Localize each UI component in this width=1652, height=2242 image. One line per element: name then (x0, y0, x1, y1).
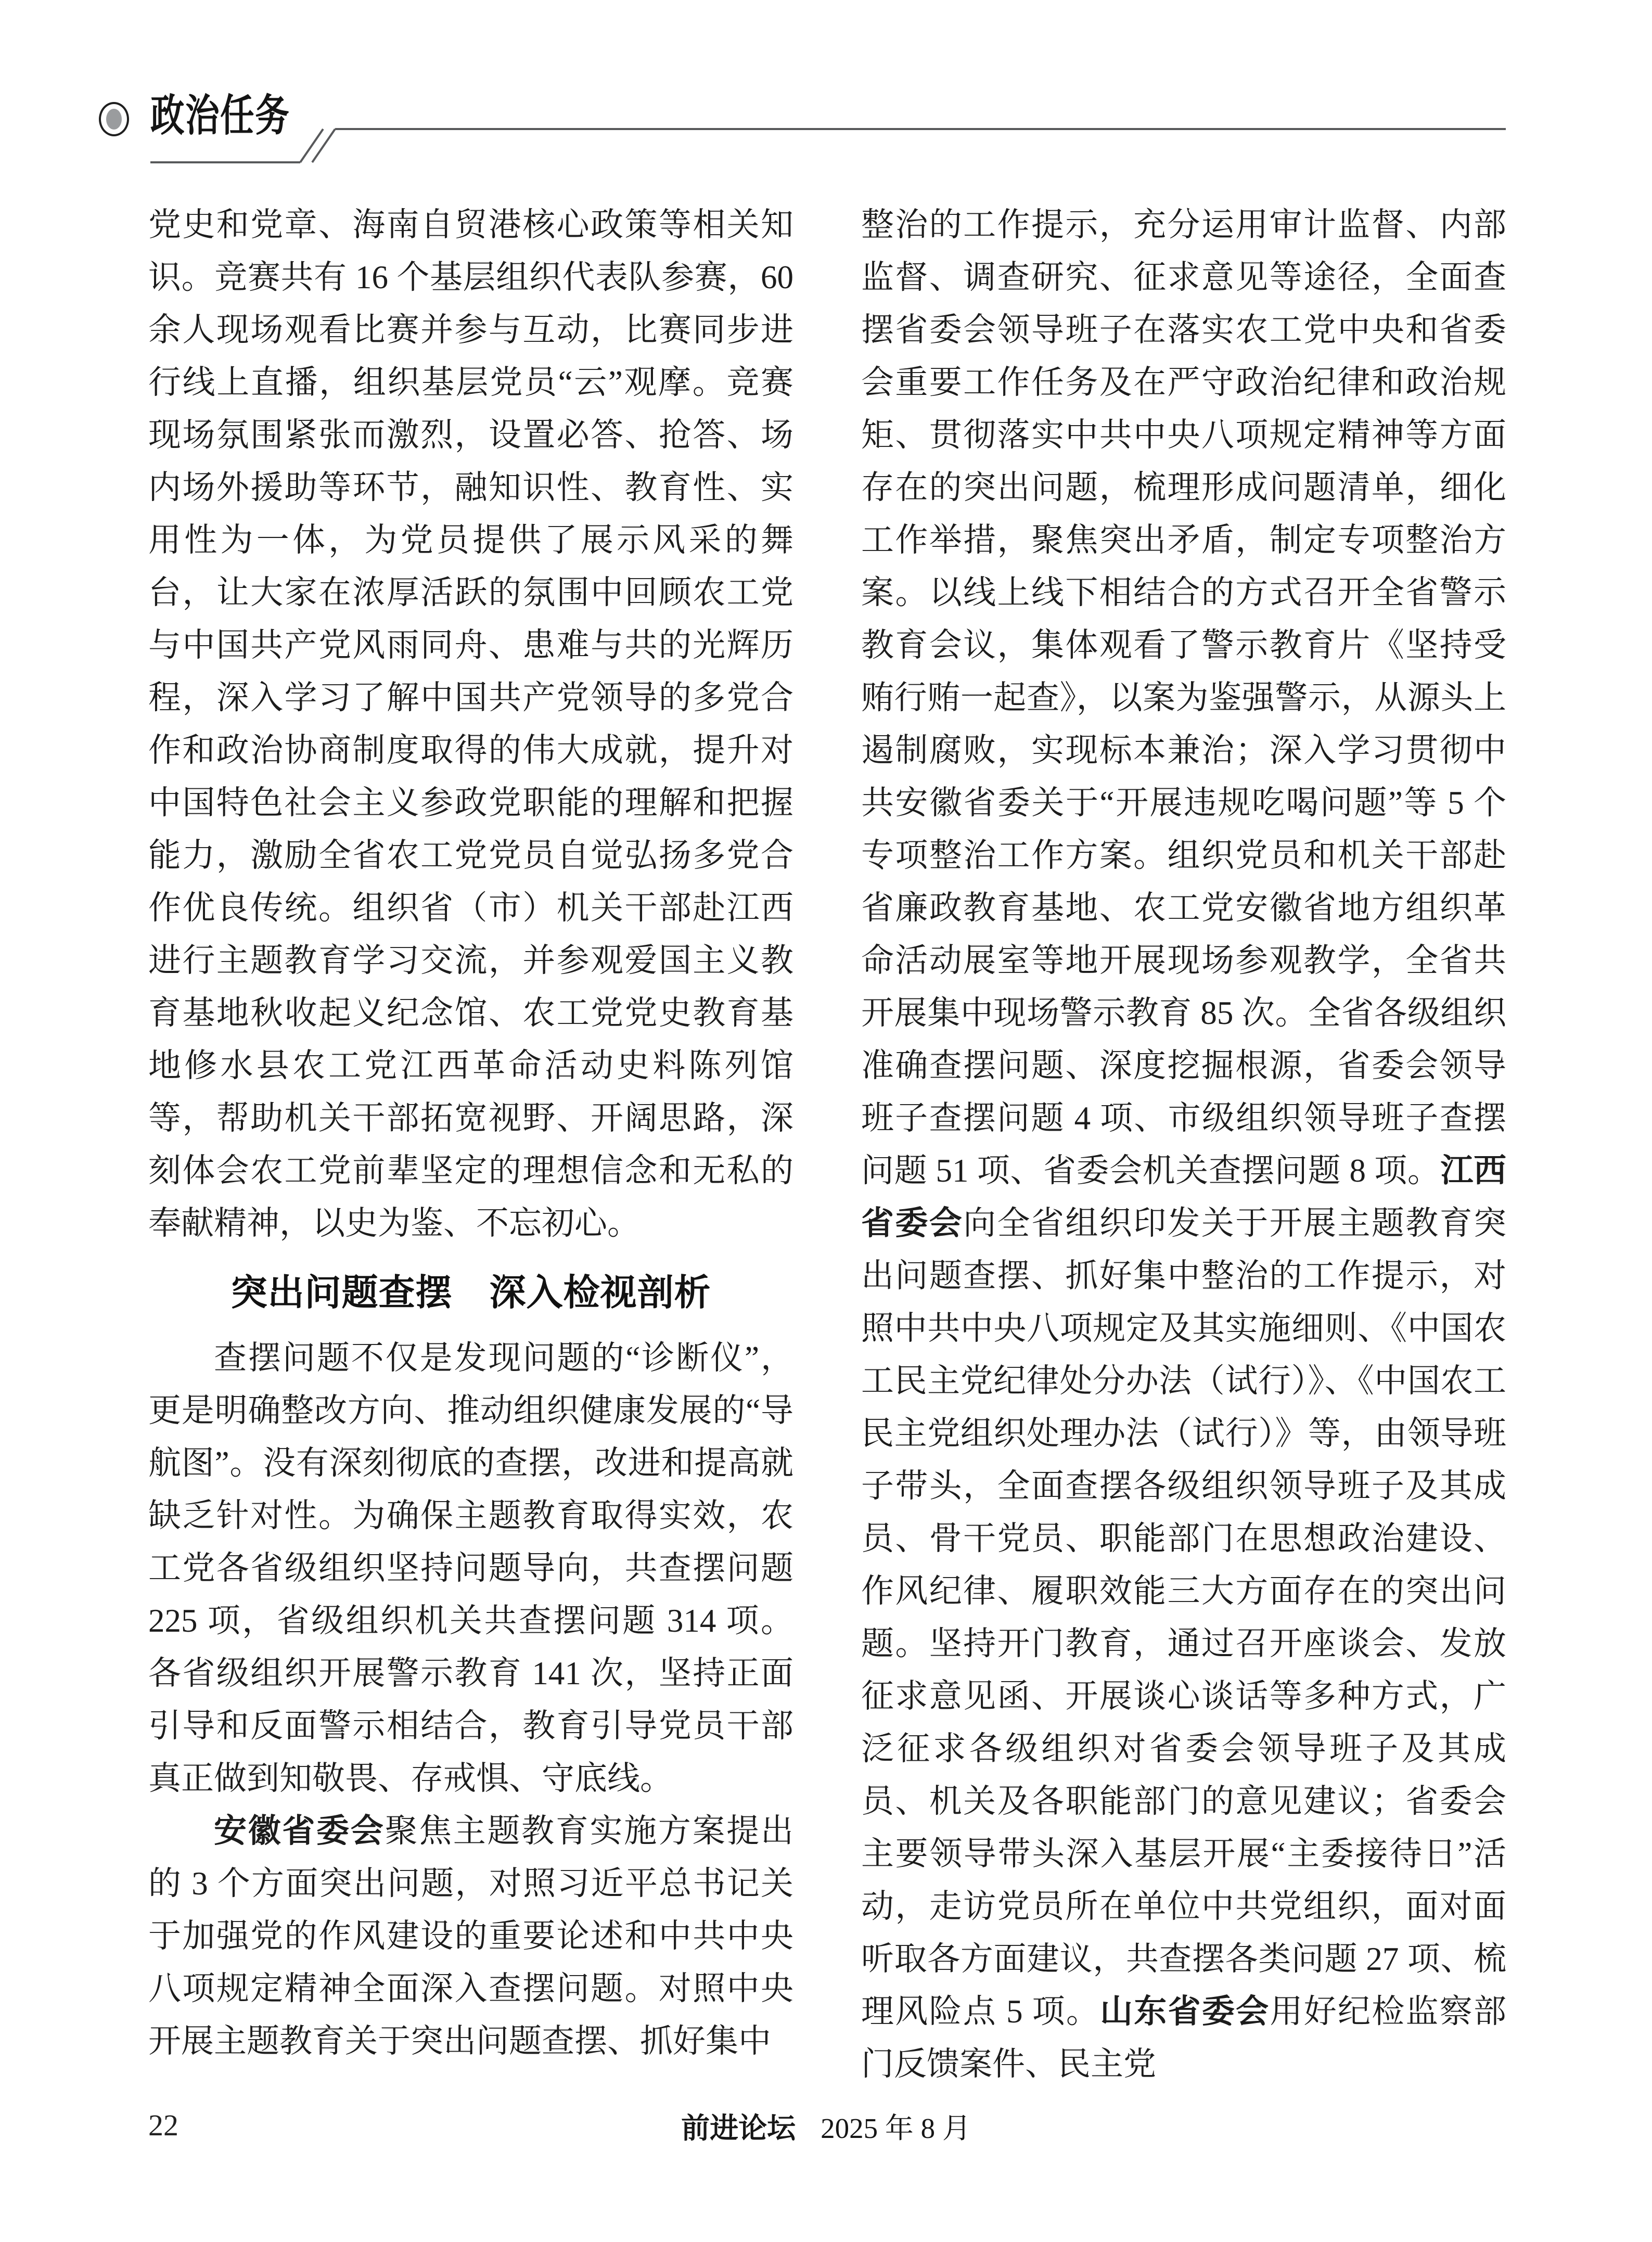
paragraph (148, 1805, 793, 2068)
section-heading: 突出问题查摆 深入检视剖析 (230, 1272, 711, 1313)
journal-name: 前进论坛 (681, 2112, 796, 2144)
bold-text-run: 山东省委会 (1100, 1993, 1270, 2030)
paragraph (148, 1332, 793, 1805)
text-run: 党史和党章、海南自贸港核心政策等相关知识。竞赛共有 16 个基层组织代表队参赛，60 余人现场观看比赛并参与互动，比赛同步进行线上直播，组织基层党员“云”观摩。竞赛现场氛围紧张而激烈，设置必答、抢答、场内场外援助等环节，融知识性、教育性、实用性为一体，为党员提供了展示风采的舞台，让大家在浓厚活跃的氛围中回顾农工党与中国共产党风雨同舟、患难与共的光辉历程，深入学习了解中国共产党领导的多党合作和政治协商制度取得的伟大成就，提升对中国特色社会主义参政党职能的理解和把握能力，激励全省农工党党员自觉弘扬多党合作优良传统。组织省（市）机关干部赴江西进行主题教育学习交流，并参观爱国主义教育基地秋收起义纪念馆、农工党党史教育基地修水县农工党江西革命活动史料陈列馆等，帮助机关干部拓宽视野、开阔思路，深刻体会农工党前辈坚定的理想信念和无私的奉献精神，以史为鉴、不忘初心。 (148, 207, 793, 1241)
header-slash-icon (312, 129, 335, 162)
paragraph (148, 199, 793, 1250)
article-column-left (148, 199, 793, 2068)
text-run: 查摆问题不仅是发现问题的“诊断仪”，更是明确整改方向、推动组织健康发展的“导航图”。没有深刻彻底的查摆，改进和提高就缺乏针对性。为确保主题教育取得实效，农工党各省级组织坚持问题导向，共查摆问题 225 项，省级组织机关共查摆问题 314 项。各省级组织开展警示教育 141 次，坚持正面引导和反面警示相结合，教育引导党员干部真正做到知敬畏、存戒惧、守底线。 (148, 1340, 793, 1797)
text-run: 向全省组织印发关于开展主题教育突出问题查摆、抓好集中整治的工作提示，对照中共中央八项规定及其实施细则、《中国农工民主党纪律处分办法（试行）》、《中国农工民主党组织处理办法（试行）》等，由领导班子带头，全面查摆各级组织领导班子及其成员、骨干党员、职能部门在思想政治建设、作风纪律、履职效能三大方面存在的突出问题。坚持开门教育，通过召开座谈会、发放征求意见函、开展谈心谈话等多种方式，广泛征求各级组织对省委会领导班子及其成员、机关及各职能部门的意见建议；省委会主要领导带头深入基层开展“主委接待日”活动，走访党员所在单位中共党组织，面对面听取各方面建议，共查摆各类问题 27 项、梳理风险点 5 项。 (861, 1205, 1507, 2030)
text-run: 整治的工作提示，充分运用审计监督、内部监督、调查研究、征求意见等途径，全面查摆省委会领导班子在落实农工党中央和省委会重要工作任务及在严守政治纪律和政治规矩、贯彻落实中共中央八项规定精神等方面存在的突出问题，梳理形成问题清单，细化工作举措，聚焦突出矛盾，制定专项整治方案。以线上线下相结合的方式召开全省警示教育会议，集体观看了警示教育片《坚持受贿行贿一起查》，以案为鉴强警示，从源头上遏制腐败，实现标本兼治；深入学习贯彻中共安徽省委关于“开展违规吃喝问题”等 5 个专项整治工作方案。组织党员和机关干部赴省廉政教育基地、农工党安徽省地方组织革命活动展室等地开展现场参观教学，全省共开展集中现场警示教育 85 次。全省各级组织准确查摆问题、深度挖掘根源，省委会领导班子查摆问题 4 项、市级组织领导班子查摆问题 51 项、省委会机关查摆问题 8 项。 (861, 207, 1506, 1189)
footer (0, 2108, 1652, 2145)
bold-text-run: 江西省委会 (861, 1152, 1507, 1241)
article-column-right (861, 199, 1506, 2091)
issue-date: 2025 年 8 月 (821, 2112, 971, 2144)
header-slash-icon (300, 129, 323, 162)
bold-text-run: 安徽省委会 (214, 1813, 385, 1849)
text-run: 用好纪检监察部门反馈案件、民主党 (861, 1993, 1507, 2082)
text-run: 聚焦主题教育实施方案提出的 3 个方面突出问题，对照习近平总书记关于加强党的作风建设的重要论述和中共中央八项规定精神全面深入查摆问题。对照中央开展主题教育关于突出问题查摆、抓好集中 (148, 1813, 793, 2059)
paragraph (861, 199, 1506, 2091)
section-title: 政治任务 (150, 92, 290, 140)
page-number: 22 (148, 2108, 178, 2142)
header-rule-decoration (0, 0, 1652, 208)
